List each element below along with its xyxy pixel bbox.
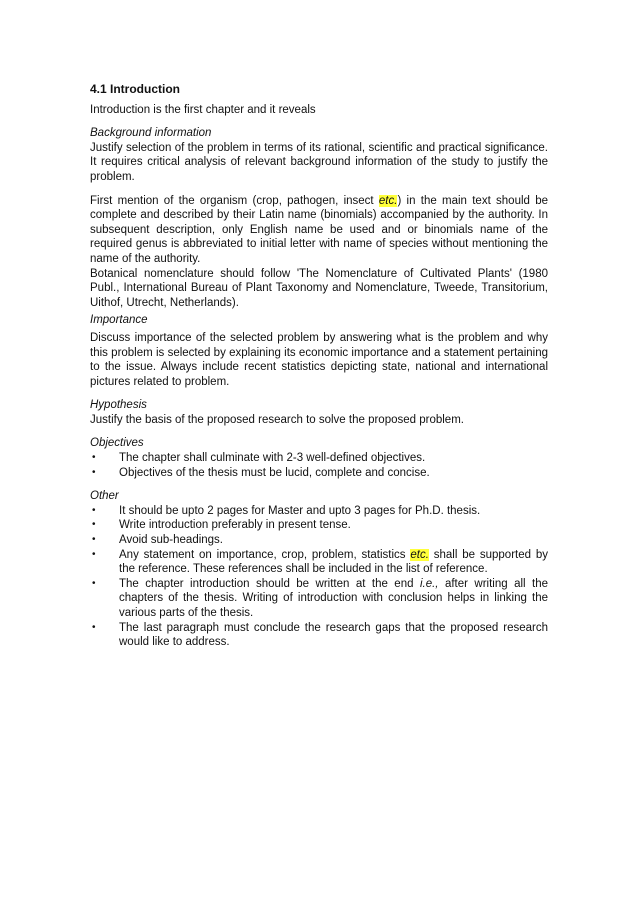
etc-highlight: etc. <box>410 548 429 561</box>
hypothesis-text: Justify the basis of the proposed research to solve the proposed problem. <box>90 413 464 426</box>
section-heading: 4.1 Introduction <box>90 82 180 96</box>
bullet-icon: • <box>92 621 96 633</box>
other-item-text: after writing all the chapters of the thesis. Writing of introduction with conclusion helps in linking the various parts of the thesis. <box>119 577 549 619</box>
objectives-title: Objectives <box>90 437 144 450</box>
other-item-text: Any statement on importance, crop, problem, statistics <box>119 548 411 561</box>
organism-text-1: First mention of the organism (crop, pathogen, insect <box>90 194 379 207</box>
bullet-icon: • <box>92 466 96 478</box>
other-item-text: Avoid sub-headings. <box>119 534 223 547</box>
other-item-text: The chapter introduction should be written at the end <box>119 577 420 590</box>
list-item <box>90 518 548 533</box>
organism-paragraph <box>90 194 548 267</box>
ie-italic: i.e., <box>419 577 439 590</box>
objectives-list <box>90 451 548 480</box>
other-item-text: It should be upto 2 pages for Master and upto 3 pages for Ph.D. thesis. <box>119 504 481 517</box>
list-item <box>90 621 548 650</box>
botanical-paragraph: Botanical nomenclature should follow 'The Nomenclature of Cultivated Plants' (1980 Publ., International Bureau of Plant Taxonomy and Nomenclature, Tweede, Transitorium, Uithof, Utrecht, Netherlands). <box>90 267 548 309</box>
intro-line: Introduction is the first chapter and it reveals <box>90 103 316 116</box>
hypothesis-title: Hypothesis <box>90 399 147 412</box>
importance-text: Discuss importance of the selected problem by answering what is the problem and why this problem is selected by explaining its economic importance and a statement pertaining to the issue. Always include recent statistics depicting state, national and international pictures related to problem. <box>90 331 548 388</box>
other-item-text: Write introduction preferably in present tense. <box>119 519 351 532</box>
list-item <box>90 577 548 621</box>
background-text: Justify selection of the problem in terms of its rational, scientific and practical significance. It requires critical analysis of relevant background information of the study to justify the problem. <box>90 141 548 183</box>
bullet-icon: • <box>92 452 96 464</box>
other-item-text: The last paragraph must conclude the research gaps that the proposed research would like to address. <box>119 621 548 649</box>
background-title: Background information <box>90 127 212 140</box>
other-item-text: shall be supported by the reference. These references shall be included in the list of reference. <box>119 548 548 576</box>
organism-text-2: ) in the main text should be complete and described by their Latin name (binomials) accompanied by the authority. In subsequent description, only English name be used and or binomials name of the required genus is abbreviated to initial letter with name of species without mentioning the name of the authority. <box>90 194 548 265</box>
list-item <box>90 451 548 466</box>
list-item <box>90 466 548 481</box>
importance-title: Importance <box>90 314 148 327</box>
objective-text: Objectives of the thesis must be lucid, complete and concise. <box>119 466 430 479</box>
page-content <box>90 82 548 650</box>
objective-text: The chapter shall culminate with 2-3 well-defined objectives. <box>119 452 426 465</box>
list-item <box>90 548 548 577</box>
bullet-icon: • <box>92 534 96 546</box>
other-title: Other <box>90 490 119 503</box>
other-list <box>90 504 548 650</box>
bullet-icon: • <box>92 504 96 516</box>
list-item <box>90 504 548 519</box>
bullet-icon: • <box>92 519 96 531</box>
bullet-icon: • <box>92 577 96 589</box>
organism-etc-highlight: etc. <box>378 194 398 207</box>
list-item <box>90 533 548 548</box>
bullet-icon: • <box>92 548 96 560</box>
